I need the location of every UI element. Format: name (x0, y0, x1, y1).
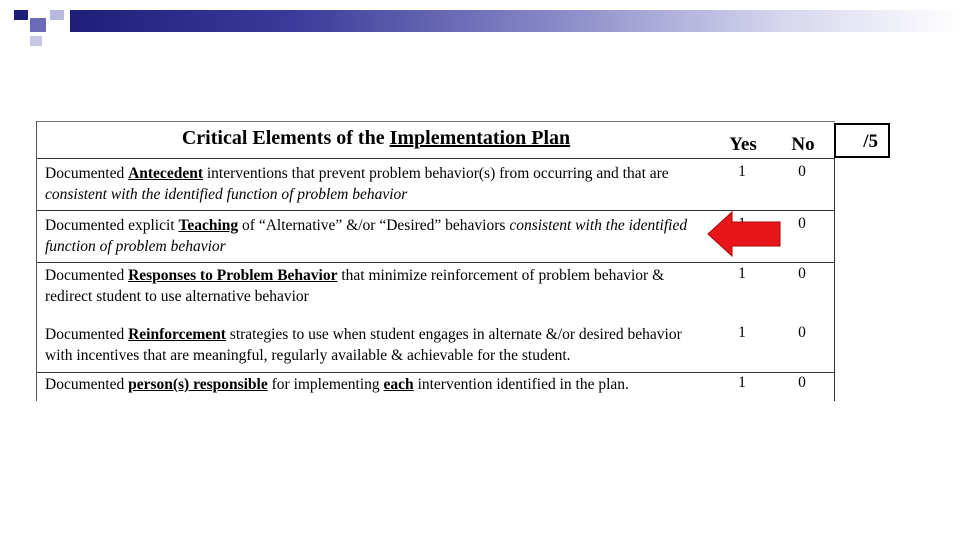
decor-square (14, 10, 28, 20)
table-row (37, 262, 835, 372)
yes-value: 1 (738, 324, 746, 341)
decor-square (50, 10, 64, 20)
decor-square (30, 18, 46, 32)
yes-value: 1 (738, 163, 746, 180)
decor-square (30, 36, 42, 46)
no-value: 0 (798, 163, 806, 180)
no-value: 0 (798, 374, 806, 391)
row-text: Documented Reinforcement strategies to use when student engages in alternate &/or desired behavior with incentives that are meaningful, regularly available & achievable for the student. (45, 326, 682, 364)
yes-value: 1 (738, 374, 746, 391)
row-text: Documented explicit Teaching of “Alternative” &/or “Desired” behaviors consistent with the identified function of problem behavior (45, 217, 688, 255)
table-row (37, 158, 835, 210)
table-header (37, 121, 835, 159)
slide-header-bar (70, 10, 960, 32)
checklist-table (36, 121, 835, 401)
row-text: Documented Responses to Problem Behavior that minimize reinforcement of problem behavior & redirect student to use alternative behavior (45, 267, 665, 305)
yes-value: 1 (738, 265, 746, 282)
column-yes-header: Yes (729, 134, 757, 155)
row-text: Documented person(s) responsible for implementing each intervention identified in the plan. (45, 376, 629, 393)
table-row (37, 372, 835, 401)
no-value: 0 (798, 215, 806, 232)
table-title: Critical Elements of the Implementation Plan (181, 127, 571, 149)
no-value: 0 (798, 265, 806, 282)
column-no-header: No (791, 134, 815, 155)
checklist-document (36, 121, 896, 401)
score-box: /5 (834, 123, 890, 158)
row-text: Documented Antecedent interventions that prevent problem behavior(s) from occurring and that are consistent with the identified function of problem behavior (45, 165, 669, 203)
no-value: 0 (798, 324, 806, 341)
left-arrow-icon (706, 210, 782, 258)
